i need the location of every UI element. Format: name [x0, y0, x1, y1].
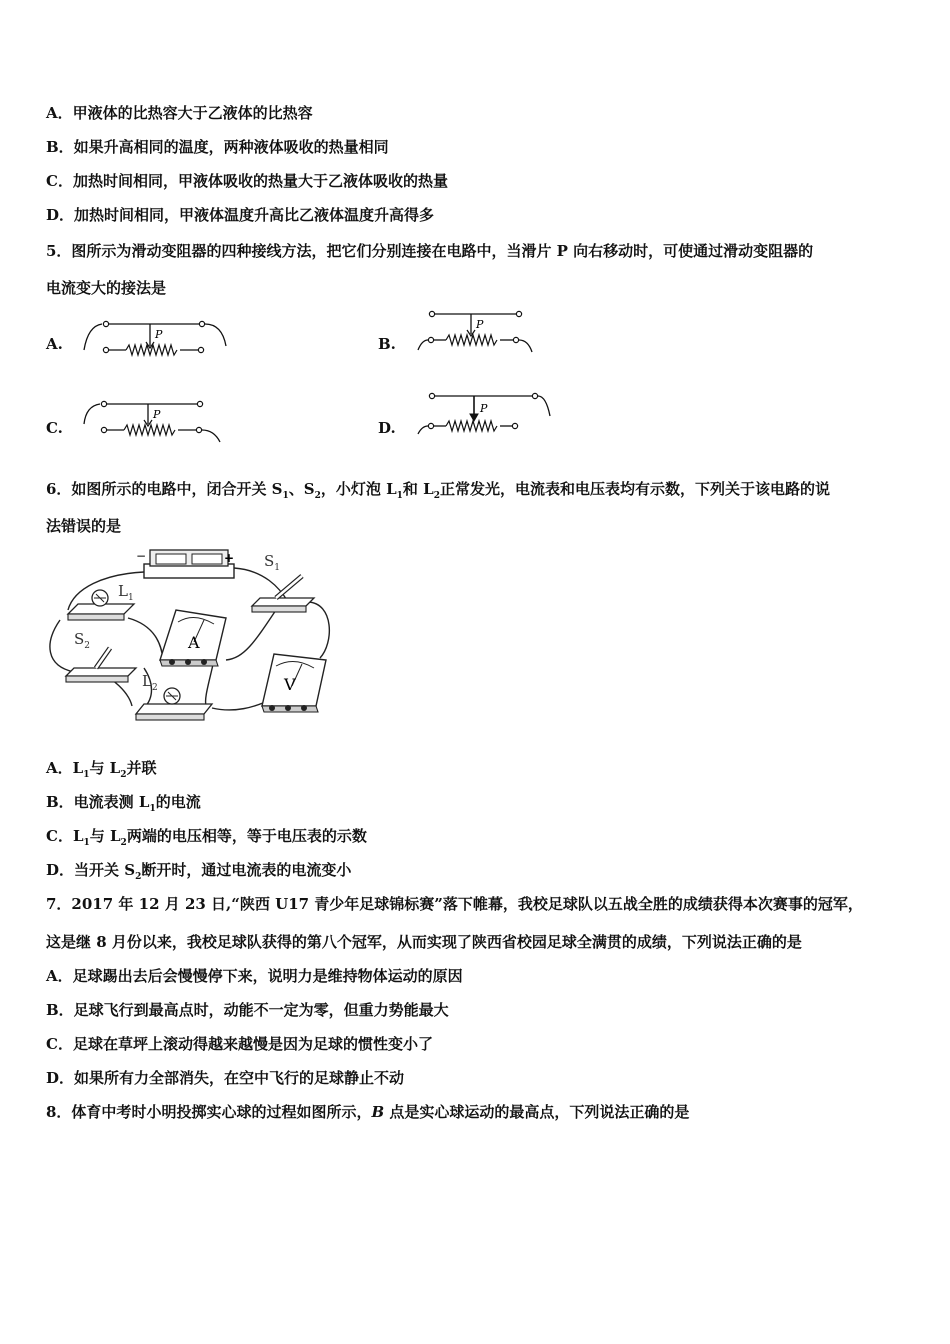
- q6-stem-line1: 6．如图所示的电路中，闭合开关 $S_1$、$S_2$，小灯泡 $L_1$和 $L_2$正常发光，电流表和电压表均有示数，下列关于该电路的说: [46, 480, 830, 501]
- s2-label: S: [74, 630, 85, 648]
- q7-stem-line1: 7．2017 年 12 月 23 日,“陕西 U17 青少年足球锦标赛”落下帷幕，我校足球队以五战全胜的成绩获得本次赛事的冠军，: [46, 895, 863, 913]
- svg-text:L1: $L_1$: [118, 582, 134, 603]
- rheostat-diagram-b: [414, 304, 574, 360]
- q6-option-b: B．电流表测 $L_1$的电流: [46, 793, 201, 814]
- q4-option-a: A．甲液体的比热容大于乙液体的比热容: [46, 104, 313, 122]
- q8-stem: 8．体育中考时小明投掷实心球的过程如图所示，B 点是实心球运动的最高点，下列说法正确的是: [46, 1103, 690, 1121]
- q7-option-d: D．如果所有力全部消失，在空中飞行的足球静止不动: [46, 1069, 405, 1087]
- s1-label: S: [264, 552, 275, 570]
- l1-label: L: [118, 582, 128, 600]
- q4-option-c: C．加热时间相同，甲液体吸收的热量大于乙液体吸收的热量: [46, 172, 448, 190]
- q5-stem-line1: 5．图所示为滑动变阻器的四种接线方法，把它们分别连接在电路中，当滑片 P 向右移动时，可使通过滑动变阻器的: [46, 242, 814, 260]
- switch-s2: [66, 630, 136, 682]
- switch-s1: [252, 552, 314, 612]
- slider-label-b: P: [476, 318, 484, 331]
- svg-text:L2: $L_2$: [142, 672, 158, 693]
- svg-text:S1: $S_1$: [264, 552, 281, 573]
- slider-label-d: P: [480, 402, 488, 415]
- battery-minus-label: −: [136, 549, 147, 563]
- l2-label: L: [142, 672, 152, 690]
- svg-text:S2: $S_2$: [74, 630, 91, 651]
- slider-label-c: P: [153, 408, 161, 421]
- ammeter: [160, 610, 226, 666]
- rheostat-diagram-a: [82, 312, 242, 362]
- battery: [136, 549, 234, 578]
- q5-label-b: B.: [378, 335, 396, 353]
- ammeter-label: A: [188, 633, 200, 652]
- q4-option-b: B．如果升高相同的温度，两种液体吸收的热量相同: [46, 138, 389, 156]
- q7-option-b: B．足球飞行到最高点时，动能不一定为零，但重力势能最大: [46, 1001, 449, 1019]
- battery-plus-label: +: [224, 551, 235, 565]
- q7-option-a: A．足球踢出去后会慢慢停下来，说明力是维持物体运动的原因: [46, 967, 463, 985]
- rheostat-diagram-d: [414, 386, 574, 442]
- q6-option-a: A．$L_1$与 $L_2$并联: [46, 759, 157, 780]
- q4-option-d: D．加热时间相同，甲液体温度升高比乙液体温度升高得多: [46, 206, 435, 224]
- q6-option-d: D．当开关 $S_2$断开时，通过电流表的电流变小: [46, 861, 352, 882]
- q5-label-c: C.: [46, 419, 63, 437]
- rheostat-diagram-c: [82, 394, 242, 446]
- bulb-l1: [68, 582, 134, 620]
- q5-stem-line2: 电流变大的接法是: [46, 279, 167, 297]
- slider-label-a: P: [155, 328, 163, 341]
- q6-option-c: C．$L_1$与 $L_2$两端的电压相等，等于电压表的示数: [46, 827, 367, 848]
- bulb-l2: [136, 672, 212, 720]
- q5-label-d: D.: [378, 419, 396, 437]
- circuit-diagram: [44, 548, 344, 726]
- q7-stem-line2: 这是继 8 月份以来，我校足球队获得的第八个冠军，从而实现了陕西省校园足球全满贯的成绩，下列说法正确的是: [46, 933, 802, 951]
- voltmeter: [262, 654, 326, 712]
- q6-stem-line2: 法错误的是: [46, 517, 122, 535]
- q5-label-a: A.: [46, 335, 63, 353]
- voltmeter-label: V: [284, 675, 296, 694]
- q7-option-c: C．足球在草坪上滚动得越来越慢是因为足球的惯性变小了: [46, 1035, 433, 1053]
